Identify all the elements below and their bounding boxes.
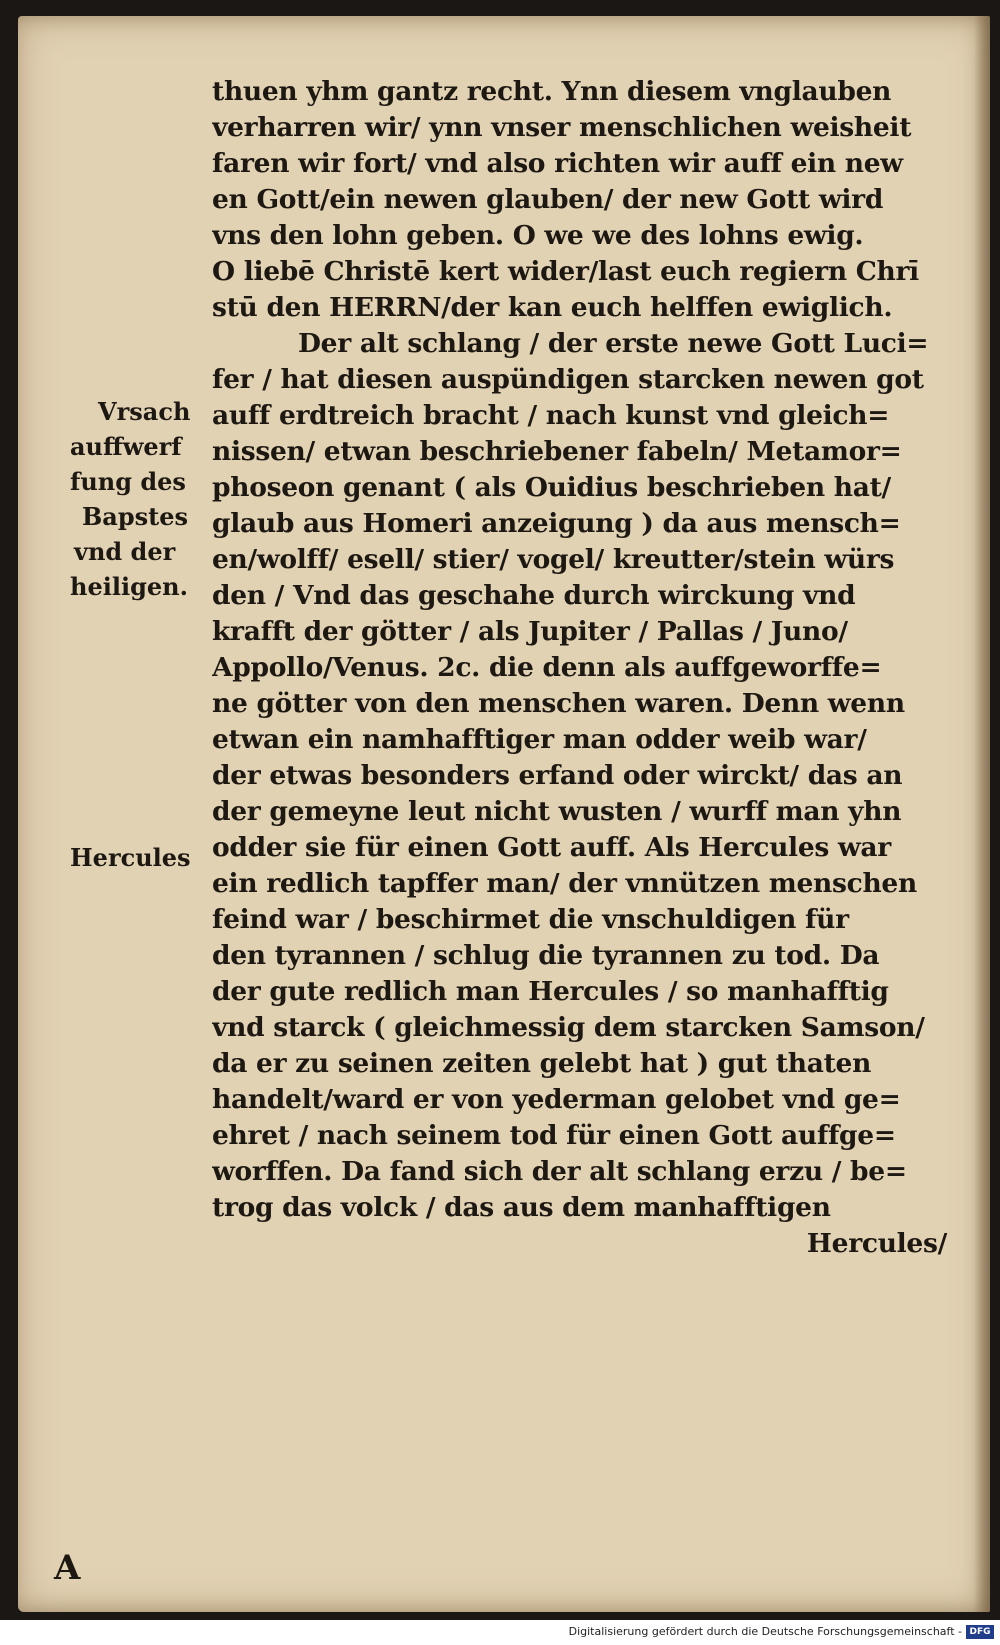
text-line: den / Vnd das geschahe durch wirckung vnd [212,580,856,611]
text-line-catchword: Hercules/ [806,1228,947,1259]
footer-credit: Digitalisierung gefördert durch die Deutsche Forschungsgemeinschaft - [568,1625,962,1638]
text-line: verharren wir/ ynn vnser menschlichen weisheit [212,112,912,143]
text-line: en/wolff/ esell/ stier/ vogel/ kreutter/stein würs [212,544,895,575]
digitization-footer [0,1620,1000,1645]
text-line: der gute redlich man Hercules / so manhafftig [212,976,889,1007]
text-line: ehret / nach seinem tod für einen Gott auffge= [212,1120,896,1151]
text-line: auff erdtreich bracht / nach kunst vnd gleich= [212,400,890,431]
text-line: feind war / beschirmet die vnschuldigen für [212,904,849,935]
margin-note-line: vnd der [74,537,176,566]
signature-mark: A [54,1548,81,1588]
text-line: handelt/ward er von yederman gelobet vnd ge= [212,1084,901,1115]
text-line: glaub aus Homeri anzeigung ) da aus mensch= [212,508,901,539]
text-line: nissen/ etwan beschriebener fabeln/ Metamor= [212,436,902,467]
margin-note-line: Vrsach [98,397,191,426]
text-line: faren wir fort/ vnd also richten wir auff ein new [212,148,903,179]
text-line: odder sie für einen Gott auff. Als Hercules war [212,832,891,863]
text-line: der gemeyne leut nicht wusten / wurff man yhn [212,796,902,827]
text-line: ne götter von den menschen waren. Denn wenn [212,688,905,719]
margin-note-hercules [70,840,220,875]
text-line: worffen. Da fand sich der alt schlang erzu / be= [212,1156,907,1187]
text-line: phoseon genant ( als Ouidius beschrieben hat/ [212,472,891,503]
margin-note-line: fung des [70,467,186,496]
text-line: stū den HERRN/der kan euch helffen ewiglich. [212,292,893,323]
text-line: ein redlich tapffer man/ der vnnützen menschen [212,868,917,899]
margin-note-line: auffwerf [70,432,182,461]
text-line: den tyrannen / schlug die tyrannen zu tod. Da [212,940,880,971]
text-line: O liebē Christē kert wider/last euch regiern Chrī [212,256,919,287]
text-line: vns den lohn geben. O we we des lohns ewig. [212,220,864,251]
dfg-logo: DFG [966,1625,994,1639]
text-line: Der alt schlang / der erste newe Gott Luci= [298,328,929,359]
main-text-block [212,74,957,1262]
text-line: krafft der götter / als Jupiter / Pallas / Juno/ [212,616,848,647]
margin-note-line: heiligen. [70,572,188,601]
text-line: der etwas besonders erfand oder wirckt/ das an [212,760,903,791]
margin-note-line: Bapstes [82,502,188,531]
text-line: thuen yhm gantz recht. Ynn diesem vnglauben [212,76,892,107]
margin-note-ursach [70,394,248,604]
text-line: da er zu seinen zeiten gelebt hat ) gut thaten [212,1048,872,1079]
text-line: Appollo/Venus. 2c. die denn als auffgeworffe= [212,652,882,683]
text-line: en Gott/ein newen glauben/ der new Gott wird [212,184,884,215]
margin-note-line: Hercules [70,843,191,872]
text-line: etwan ein namhafftiger man odder weib war/ [212,724,867,755]
page-fold-shadow [974,16,990,1612]
text-line: trog das volck / das aus dem manhafftigen [212,1192,831,1223]
text-line: fer / hat diesen auspündigen starcken newen got [212,364,924,395]
text-line: vnd starck ( gleichmessig dem starcken Samson/ [212,1012,925,1043]
